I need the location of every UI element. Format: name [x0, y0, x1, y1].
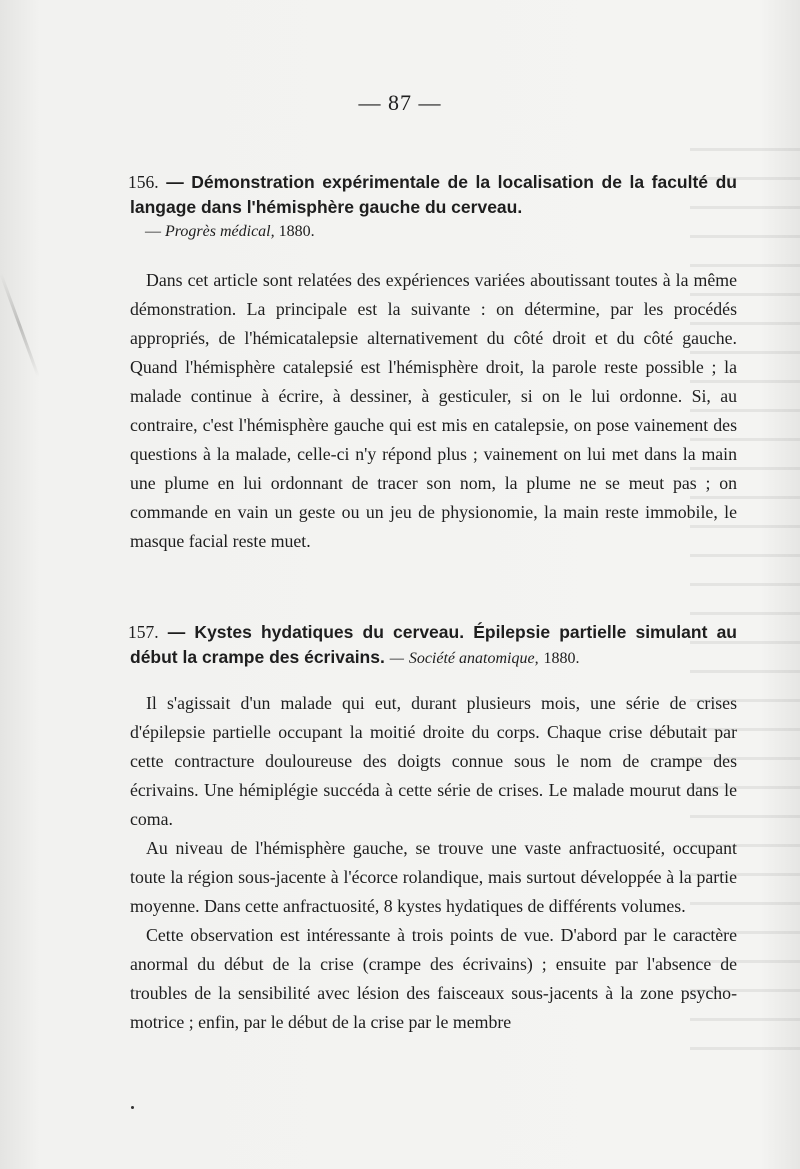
- entry-157-paragraph-1: Il s'agissait d'un malade qui eut, durant plusieurs mois, une série de crises d'épilepsie partielle occupant la moitié droite du corps. Chaque crise débutait par cette contracture douloureuse des doigts connue sous le nom de crampe des écrivains. Une hémiplégie succéda à cette série de crises. Le malade mourut dans le coma.: [130, 693, 737, 829]
- entry-156-source-line: [145, 220, 737, 244]
- entry-157-paragraph-2: Au niveau de l'hémisphère gauche, se trouve une vaste anfractuosité, occupant toute la région sous-jacente à l'écorce rolandique, mais surtout développée à la partie moyenne. Dans cette anfractuosité, 8 kystes hydatiques de différents volumes.: [130, 838, 737, 916]
- entry-157-paragraph-3: Cette observation est intéressante à trois points de vue. D'abord par le caractère anormal du début de la crise (crampe des écrivains) ; ensuite par l'absence de troubles de la sensibilité avec lésion des faisceaux sous-jacents à la zone psycho-motrice ; enfin, par le début de la crise par le membre: [130, 925, 737, 1032]
- page-number: — 87 —: [358, 90, 442, 115]
- entry-157-heading: [130, 620, 737, 671]
- entry-156-heading: [130, 170, 737, 220]
- entry-156-summary: Dans cet article sont relatées des expériences variées aboutissant toutes à la même démonstration. La principale est la suivante : on détermine, par les procédés appropriés, de l'hémicatalepsie alternativement du côté droit et du côté gauche. Quand l'hémisphère catalepsié est l'hémisphère droit, la parole reste possible ; la malade continue à écrire, à dessiner, à gesticuler, si on le lui ordonne. Si, au contraire, c'est l'hémisphère gauche qui est mis en catalepsie, on pose vainement des questions à la malade, celle-ci n'y répond plus ; vainement on lui met dans la main une plume en lui ordonnant de tracer son nom, la plume ne se meut pas ; on commande en vain un geste ou un jeu de physionomie, la main reste immobile, le masque facial reste muet.: [130, 270, 737, 551]
- entry-157: [130, 620, 737, 1037]
- entry-157-source: Société anatomique,: [408, 650, 539, 667]
- entry-157-year: 1880.: [543, 650, 580, 667]
- entry-156-number: 156.: [128, 172, 159, 192]
- page-fold-mark: [0, 273, 40, 377]
- entry-157-title: — Kystes hydatiques du cerveau. Épilepsie partielle simulant au début la crampe des écrivains.: [130, 622, 737, 667]
- entry-157-source-dash: —: [389, 650, 404, 667]
- entry-156: [130, 170, 737, 556]
- entry-156-source: Progrès médical,: [165, 223, 275, 240]
- entry-156-title: — Démonstration expérimentale de la localisation de la faculté du langage dans l'hémisphère gauche du cerveau.: [130, 172, 737, 217]
- entry-157-number: 157.: [128, 622, 159, 642]
- entry-156-source-dash: —: [145, 223, 161, 240]
- entry-156-year: 1880.: [278, 223, 315, 240]
- ink-speck: [131, 1106, 134, 1109]
